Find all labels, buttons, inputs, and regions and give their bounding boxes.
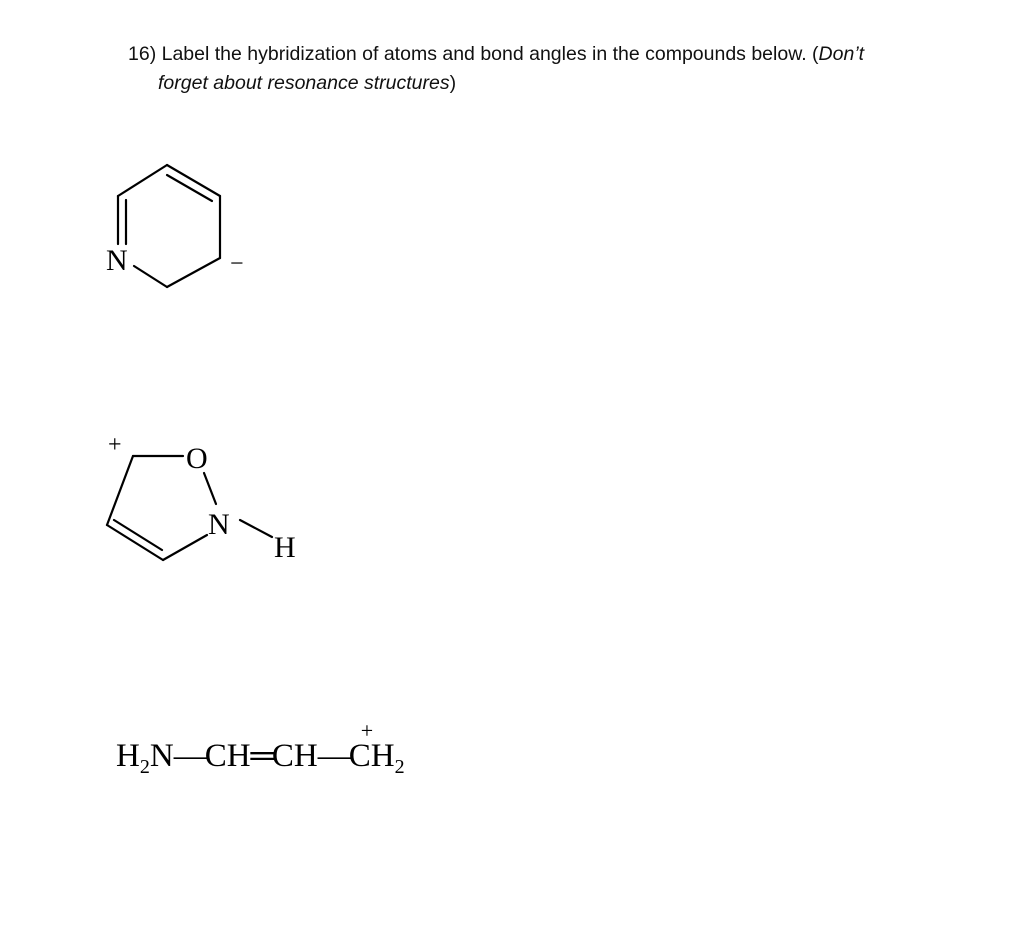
question-emphasis-2: forget about resonance structures	[158, 72, 450, 94]
m3-ch-2: CH	[271, 738, 318, 774]
m3-ch2-end: CH	[348, 738, 395, 774]
m2-bond-n-h	[240, 520, 272, 537]
m2-nitrogen-label: N	[208, 508, 230, 541]
m3-double-bond: ═	[250, 738, 272, 774]
m3-single-bond-2: —	[317, 738, 349, 774]
m1-bond-bottom-right	[167, 258, 220, 287]
m3-ch2-subscript: 2	[394, 756, 405, 778]
molecule-1-pyridine-anion	[118, 165, 220, 287]
question-emphasis-1: Don’t	[818, 43, 865, 65]
question-number: 16)	[128, 43, 157, 65]
m3-n: N	[149, 738, 174, 774]
m1-bond-top-left	[118, 165, 167, 196]
m2-bond-bottom-left	[107, 525, 163, 560]
m3-ch-1: CH	[204, 738, 251, 774]
m2-charge-label: +	[108, 432, 122, 458]
m1-bond-bottom-left	[134, 266, 167, 287]
m3-h: H	[116, 738, 140, 774]
m1-charge-label: −	[230, 251, 244, 277]
m1-nitrogen-label: N	[106, 244, 128, 277]
m2-bond-left	[107, 456, 133, 525]
m3-carbocation	[348, 718, 395, 775]
m2-hydrogen-label: H	[274, 531, 296, 564]
question-body: Label the hybridization of atoms and bond angles in the compounds below. (	[161, 43, 819, 65]
m2-oxygen-label: O	[186, 442, 208, 475]
m2-bond-n-bottom	[163, 535, 207, 560]
m2-bond-o-n	[204, 473, 216, 504]
question-close-paren: )	[449, 72, 457, 94]
m3-positive-charge: +	[360, 718, 374, 743]
m3-single-bond-1: —	[173, 738, 205, 774]
molecule-3-formula	[116, 718, 405, 778]
m3-h-subscript: 2	[139, 756, 150, 778]
